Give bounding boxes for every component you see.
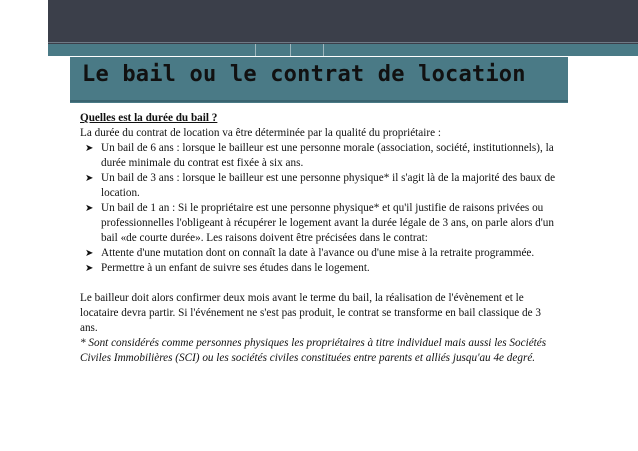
arrow-bullet-icon: ➤ [85,248,94,259]
slide-title: Le bail ou le contrat de location [82,62,526,87]
list-item-text: Un bail de 1 an : Si le propriétaire est une personne physique* et qu'il justifie de raisons privées ou professionnelles l'obligeant à récupérer le logement avant la durée légale de 3 ans, on parle alors d'un bail «de courte durée». Les raisons doivent être précisées dans le contrat: [101,202,554,244]
title-bar-edge [70,100,568,102]
header-divider [48,42,638,43]
list-item-text: Permettre à un enfant de suivre ses études dans le logement. [101,262,370,274]
header-tick [290,44,291,56]
arrow-bullet-icon: ➤ [85,263,94,274]
list-item-text: Un bail de 3 ans : lorsque le bailleur est une personne physique* il s'agit là de la majorité des baux de location. [101,172,556,199]
spacer [80,276,560,291]
list-item [80,261,560,276]
list-item [80,246,560,261]
intro-text: La durée du contrat de location va être déterminée par la qualité du propriétaire : [80,127,441,139]
bullet-list [80,141,560,276]
header-tick [255,44,256,56]
arrow-bullet-icon: ➤ [85,173,94,184]
arrow-bullet-icon: ➤ [85,143,94,154]
list-item [80,171,560,201]
list-item-text: Attente d'une mutation dont on connaît la date à l'avance ou d'une mise à la retraite programmée. [101,247,535,259]
list-item [80,141,560,171]
footnote-text: * Sont considérés comme personnes physiques les propriétaires à titre individuel mais aussi les Sociétés Civiles Immobilières (SCI) ou les sociétés civiles constituées entre parents et alliés jusqu'au 4e degré. [80,337,547,364]
header-band [48,0,638,44]
list-item-text: Un bail de 6 ans : lorsque le bailleur est une personne morale (association, société, institutionnels), la durée minimale du contrat est fixée à six ans. [101,142,554,169]
conclusion-text: Le bailleur doit alors confirmer deux mois avant le terme du bail, la réalisation de l'évènement et le locataire devra partir. Si l'événement ne s'est pas produit, le contrat se transforme en bail classique de 3 ans. [80,292,542,334]
header-tick [323,44,324,56]
header-accent-band [48,44,638,56]
section-question: Quelles est la durée du bail ? [80,112,218,124]
slide-content [80,111,560,366]
list-item [80,201,560,246]
arrow-bullet-icon: ➤ [85,203,94,214]
